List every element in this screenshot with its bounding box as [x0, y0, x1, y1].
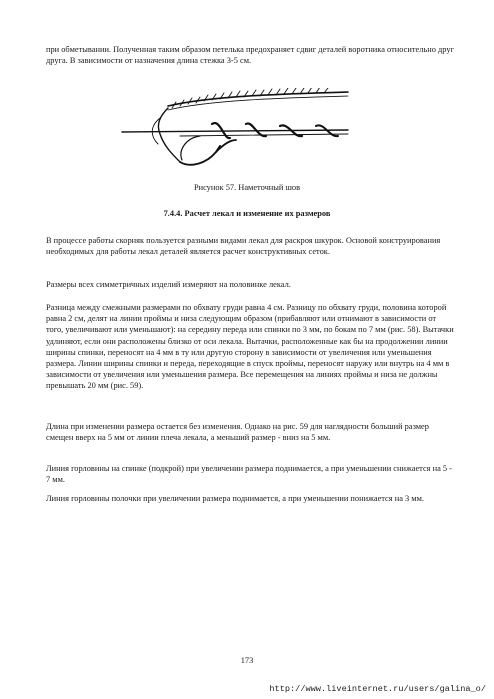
paragraph-4: Длина при изменении размера остается без изменения. Однако на рис. 59 для наглядности больший размер смещен вверх на 5 мм от линии плеча лекала, а меньший размер - вниз на 5 мм.	[46, 422, 429, 443]
figure-caption: Рисунок 57. Наметочный шов	[193, 183, 301, 192]
source-url[interactable]: http://www.liveinternet.ru/users/galina_o/	[269, 684, 486, 694]
basting-stitch-figure	[120, 88, 350, 178]
paragraph-2: Размеры всех симметричных изделий измеряют на половинке лекал.	[46, 280, 291, 289]
page-number: 173	[240, 656, 254, 665]
intro-paragraph: при обметывании. Полученная таким образом петелька предохраняет сдвиг деталей воротника относительно друг друга. В зависимости от назначения длина стежка 3-5 см.	[46, 45, 454, 66]
paragraph-3: Разница между смежными размерами по обхвату груди равна 4 см. Разницу по обхвату груди, половина которой равна 2 см, делят на линии проймы и низа следующим образом (прибавляют или отнимают в зависимости от того, увеличивают или уменьшают): на середину переда или спинки по 3 мм, по бокам по 7 мм (рис. 58). Вытачки удлиняют, если они расположены близко от оси лекала. Вытачки, расположенные как бы на продолжении линии ширины спинки, переносят на 4 мм в ту или другую сторону в зависимости от увеличения или уменьшения размера. Линии ширины спинки и переда, переходящие в спуск проймы, переносят наружу или внутрь на 4 мм в зависимости от увеличения или уменьшения размера. Все перемещения на линиях проймы и низа не должны превышать 20 мм (рис. 59).	[46, 303, 454, 391]
section-heading: 7.4.4. Расчет лекал и изменение их размеров	[163, 209, 331, 218]
paragraph-5: Линия горловины на спинке (подкрой) при увеличении размера поднимается, а при уменьшении снижается на 5 - 7 мм.	[46, 464, 452, 485]
paragraph-1: В процессе работы скорняк пользуется разными видами лекал для раскроя шкурок. Основой конструирования необходимых для работы лекал деталей является расчет конструктивных сеток.	[46, 236, 441, 257]
paragraph-6: Линия горловины полочки при увеличении размера поднимается, а при уменьшении понижается на 3 мм.	[46, 494, 424, 503]
